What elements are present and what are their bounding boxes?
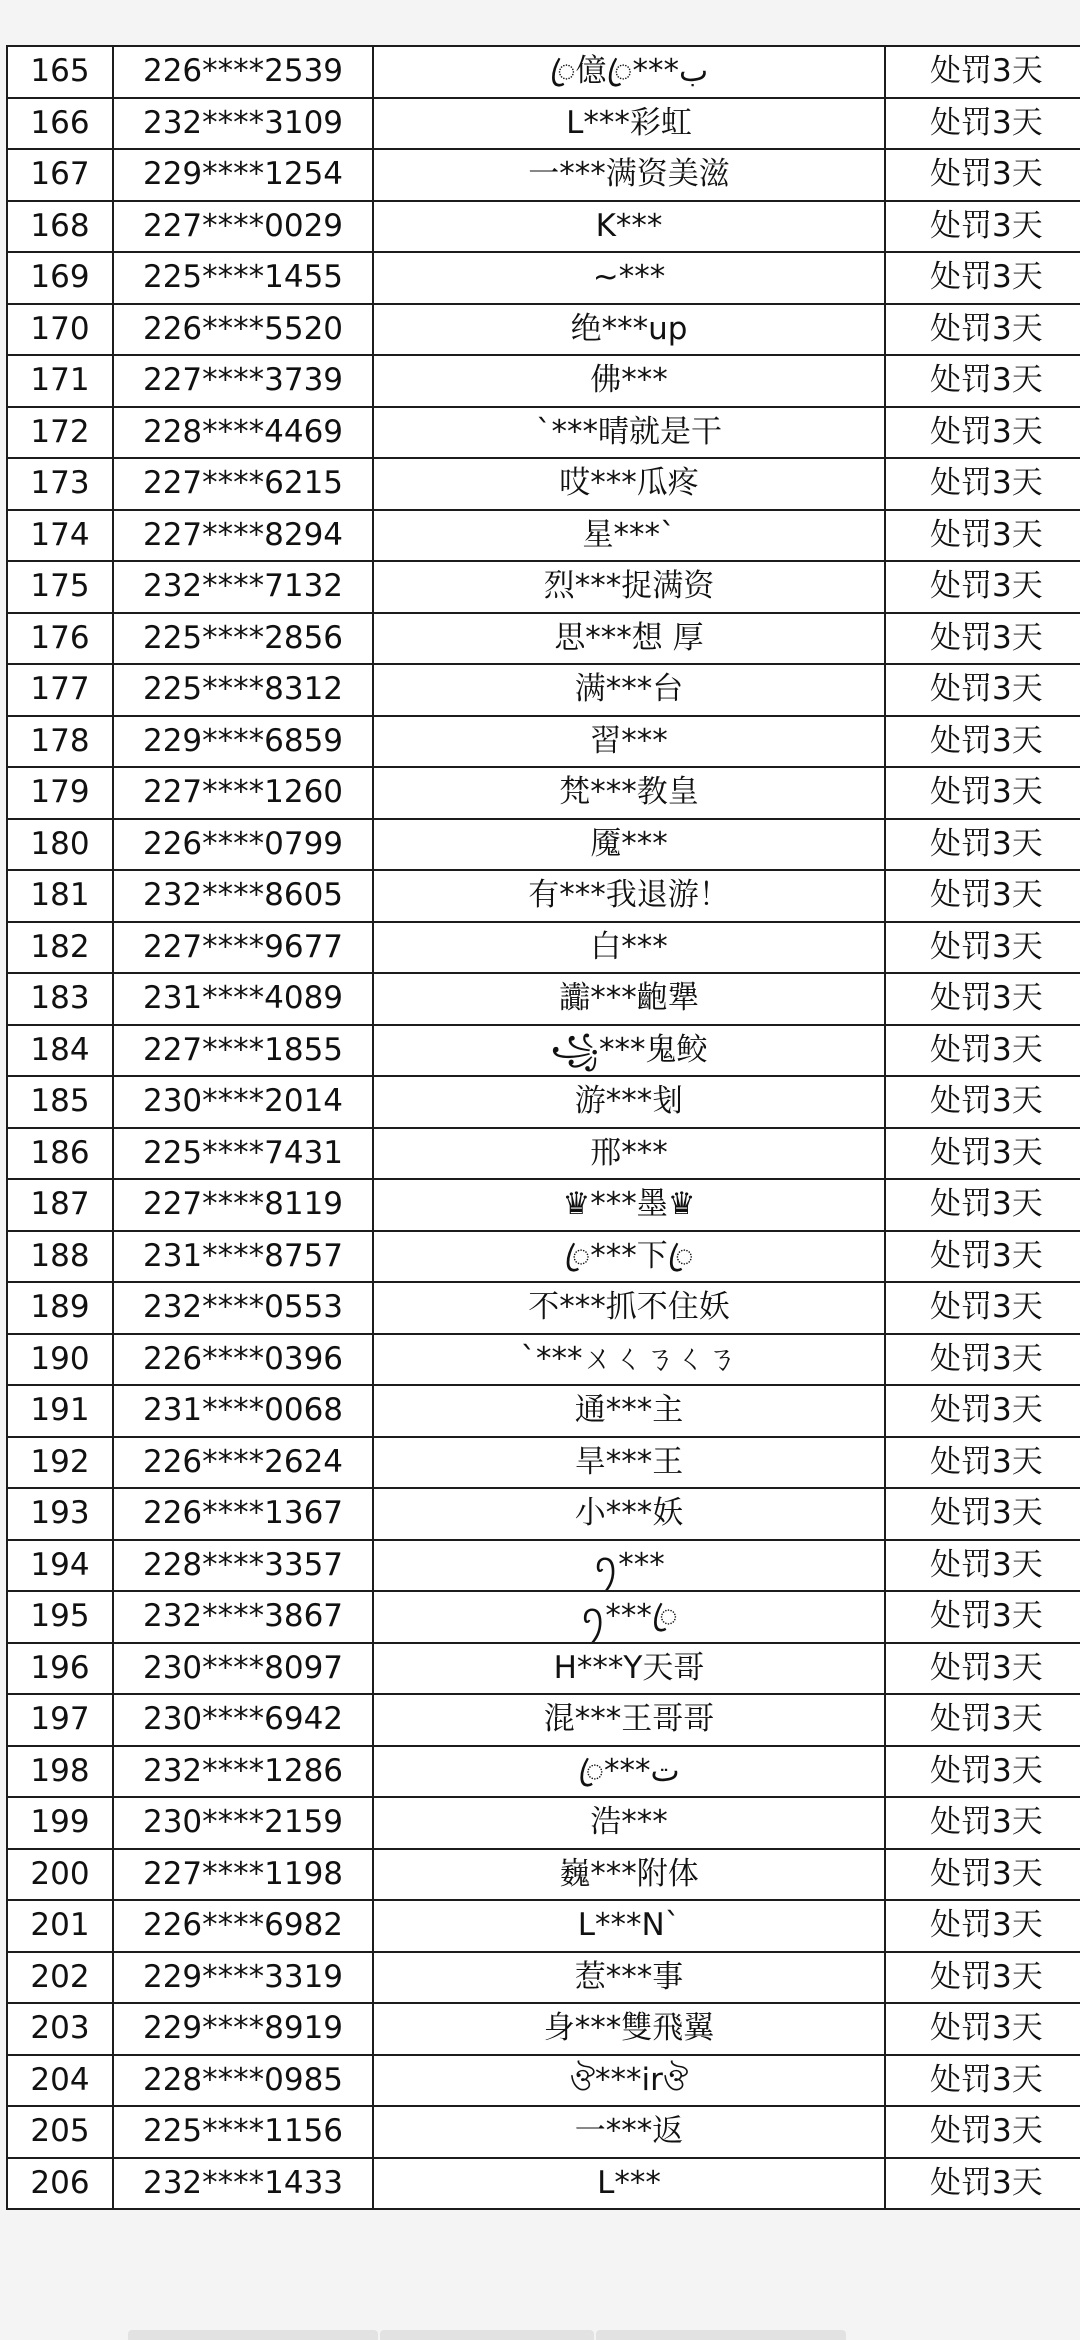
penalty-cell: 处罚3天 xyxy=(885,1231,1080,1283)
player-id-cell: 227****0029 xyxy=(113,201,373,253)
nickname-cell: 小***妖 xyxy=(373,1488,885,1540)
player-id-cell: 225****7431 xyxy=(113,1128,373,1180)
player-id-cell: 232****3867 xyxy=(113,1591,373,1643)
table-row xyxy=(7,613,1080,665)
row-index-cell: 181 xyxy=(7,870,113,922)
player-id-cell: 230****2159 xyxy=(113,1797,373,1849)
player-id-cell: 230****6942 xyxy=(113,1694,373,1746)
row-index-cell: 204 xyxy=(7,2055,113,2107)
table-row xyxy=(7,1076,1080,1128)
row-index-cell: 194 xyxy=(7,1540,113,1592)
player-id-cell: 226****6982 xyxy=(113,1900,373,1952)
row-index-cell: 187 xyxy=(7,1179,113,1231)
table-row xyxy=(7,664,1080,716)
player-id-cell: 226****1367 xyxy=(113,1488,373,1540)
nickname-cell: `***晴就是干 xyxy=(373,407,885,459)
row-index-cell: 188 xyxy=(7,1231,113,1283)
penalty-cell: 处罚3天 xyxy=(885,1385,1080,1437)
table-row xyxy=(7,2055,1080,2107)
table-row xyxy=(7,1231,1080,1283)
row-index-cell: 202 xyxy=(7,1952,113,2004)
row-index-cell: 172 xyxy=(7,407,113,459)
nickname-cell: 魇*** xyxy=(373,819,885,871)
player-id-cell: 229****6859 xyxy=(113,716,373,768)
row-index-cell: 200 xyxy=(7,1849,113,1901)
player-id-cell: 225****2856 xyxy=(113,613,373,665)
penalty-cell: 处罚3天 xyxy=(885,973,1080,1025)
player-id-cell: 231****4089 xyxy=(113,973,373,1025)
row-index-cell: 192 xyxy=(7,1437,113,1489)
penalty-table xyxy=(6,45,1080,2210)
penalty-cell: 处罚3天 xyxy=(885,1282,1080,1334)
table-row xyxy=(7,1540,1080,1592)
player-id-cell: 227****8294 xyxy=(113,510,373,562)
row-index-cell: 203 xyxy=(7,2003,113,2055)
player-id-cell: 227****1198 xyxy=(113,1849,373,1901)
penalty-cell: 处罚3天 xyxy=(885,767,1080,819)
player-id-cell: 232****3109 xyxy=(113,98,373,150)
table-row xyxy=(7,1797,1080,1849)
table-row xyxy=(7,973,1080,1025)
penalty-cell: 处罚3天 xyxy=(885,1076,1080,1128)
row-index-cell: 206 xyxy=(7,2158,113,2210)
nickname-cell: 習*** xyxy=(373,716,885,768)
penalty-cell: 处罚3天 xyxy=(885,304,1080,356)
nickname-cell: 巍***附体 xyxy=(373,1849,885,1901)
table-row xyxy=(7,458,1080,510)
player-id-cell: 229****3319 xyxy=(113,1952,373,2004)
player-id-cell: 228****0985 xyxy=(113,2055,373,2107)
nickname-cell: 梵***教皇 xyxy=(373,767,885,819)
penalty-cell: 处罚3天 xyxy=(885,98,1080,150)
penalty-cell: 处罚3天 xyxy=(885,458,1080,510)
nickname-cell: ঔ***irঔ xyxy=(373,2055,885,2107)
penalty-cell: 处罚3天 xyxy=(885,1849,1080,1901)
penalty-cell: 处罚3天 xyxy=(885,252,1080,304)
player-id-cell: 227****1855 xyxy=(113,1025,373,1077)
nickname-cell: L*** xyxy=(373,2158,885,2210)
nickname-cell: ꦿ***下ꦿ xyxy=(373,1231,885,1283)
penalty-cell: 处罚3天 xyxy=(885,819,1080,871)
row-index-cell: 176 xyxy=(7,613,113,665)
nickname-cell: 白*** xyxy=(373,922,885,974)
row-index-cell: 193 xyxy=(7,1488,113,1540)
table-row xyxy=(7,1334,1080,1386)
penalty-cell: 处罚3天 xyxy=(885,1952,1080,2004)
nickname-cell: K*** xyxy=(373,201,885,253)
penalty-cell: 处罚3天 xyxy=(885,1540,1080,1592)
row-index-cell: 189 xyxy=(7,1282,113,1334)
bottom-tab-strip xyxy=(128,2330,954,2340)
table-row xyxy=(7,819,1080,871)
penalty-cell: 处罚3天 xyxy=(885,2055,1080,2107)
row-index-cell: 183 xyxy=(7,973,113,1025)
nickname-cell: 身***雙飛翼 xyxy=(373,2003,885,2055)
player-id-cell: 227****6215 xyxy=(113,458,373,510)
player-id-cell: 225****1455 xyxy=(113,252,373,304)
penalty-cell: 处罚3天 xyxy=(885,922,1080,974)
nickname-cell: 不***抓不住妖 xyxy=(373,1282,885,1334)
player-id-cell: 227****1260 xyxy=(113,767,373,819)
row-index-cell: 185 xyxy=(7,1076,113,1128)
penalty-cell: 处罚3天 xyxy=(885,1746,1080,1798)
nickname-cell: 旱***王 xyxy=(373,1437,885,1489)
bottom-tab-segment xyxy=(128,2330,378,2340)
nickname-cell: ꪆ*** xyxy=(373,1540,885,1592)
player-id-cell: 232****8605 xyxy=(113,870,373,922)
player-id-cell: 227****9677 xyxy=(113,922,373,974)
table-row xyxy=(7,1952,1080,2004)
nickname-cell: L***N` xyxy=(373,1900,885,1952)
table-row xyxy=(7,98,1080,150)
table-row xyxy=(7,355,1080,407)
row-index-cell: 178 xyxy=(7,716,113,768)
player-id-cell: 225****1156 xyxy=(113,2106,373,2158)
penalty-cell: 处罚3天 xyxy=(885,561,1080,613)
player-id-cell: 228****4469 xyxy=(113,407,373,459)
player-id-cell: 227****8119 xyxy=(113,1179,373,1231)
table-row xyxy=(7,1025,1080,1077)
table-row xyxy=(7,46,1080,98)
penalty-cell: 处罚3天 xyxy=(885,149,1080,201)
player-id-cell: 228****3357 xyxy=(113,1540,373,1592)
player-id-cell: 232****1433 xyxy=(113,2158,373,2210)
bottom-tab-segment xyxy=(380,2330,594,2340)
table-row xyxy=(7,1128,1080,1180)
row-index-cell: 179 xyxy=(7,767,113,819)
row-index-cell: 186 xyxy=(7,1128,113,1180)
row-index-cell: 177 xyxy=(7,664,113,716)
penalty-cell: 处罚3天 xyxy=(885,407,1080,459)
player-id-cell: 232****7132 xyxy=(113,561,373,613)
nickname-cell: 一***返 xyxy=(373,2106,885,2158)
nickname-cell: ~*** xyxy=(373,252,885,304)
penalty-cell: 处罚3天 xyxy=(885,870,1080,922)
table-row xyxy=(7,407,1080,459)
table-row xyxy=(7,1179,1080,1231)
penalty-cell: 处罚3天 xyxy=(885,1900,1080,1952)
row-index-cell: 199 xyxy=(7,1797,113,1849)
table-row xyxy=(7,201,1080,253)
nickname-cell: ♛***墨♛ xyxy=(373,1179,885,1231)
nickname-cell: ꦿ億ꦿ***ب xyxy=(373,46,885,98)
row-index-cell: 182 xyxy=(7,922,113,974)
row-index-cell: 191 xyxy=(7,1385,113,1437)
row-index-cell: 190 xyxy=(7,1334,113,1386)
penalty-cell: 处罚3天 xyxy=(885,2106,1080,2158)
player-id-cell: 230****8097 xyxy=(113,1643,373,1695)
row-index-cell: 168 xyxy=(7,201,113,253)
nickname-cell: L***彩虹 xyxy=(373,98,885,150)
nickname-cell: 惹***事 xyxy=(373,1952,885,2004)
player-id-cell: 226****0799 xyxy=(113,819,373,871)
player-id-cell: 229****8919 xyxy=(113,2003,373,2055)
nickname-cell: 通***主 xyxy=(373,1385,885,1437)
penalty-cell: 处罚3天 xyxy=(885,716,1080,768)
table-row xyxy=(7,2158,1080,2210)
table-row xyxy=(7,1849,1080,1901)
penalty-cell: 处罚3天 xyxy=(885,1488,1080,1540)
penalty-cell: 处罚3天 xyxy=(885,1643,1080,1695)
row-index-cell: 196 xyxy=(7,1643,113,1695)
penalty-cell: 处罚3天 xyxy=(885,1437,1080,1489)
nickname-cell: 混***王哥哥 xyxy=(373,1694,885,1746)
table-row xyxy=(7,1437,1080,1489)
table-row xyxy=(7,561,1080,613)
nickname-cell: 思***想 厚 xyxy=(373,613,885,665)
player-id-cell: 230****2014 xyxy=(113,1076,373,1128)
row-index-cell: 184 xyxy=(7,1025,113,1077)
table-row xyxy=(7,1694,1080,1746)
row-index-cell: 166 xyxy=(7,98,113,150)
player-id-cell: 232****1286 xyxy=(113,1746,373,1798)
penalty-cell: 处罚3天 xyxy=(885,1797,1080,1849)
nickname-cell: ꦿ***ت xyxy=(373,1746,885,1798)
table-row xyxy=(7,252,1080,304)
nickname-cell: 烈***捉满资 xyxy=(373,561,885,613)
player-id-cell: 225****8312 xyxy=(113,664,373,716)
row-index-cell: 173 xyxy=(7,458,113,510)
player-id-cell: 232****0553 xyxy=(113,1282,373,1334)
row-index-cell: 171 xyxy=(7,355,113,407)
nickname-cell: 讟***齙犟 xyxy=(373,973,885,1025)
penalty-cell: 处罚3天 xyxy=(885,2003,1080,2055)
table-row xyxy=(7,510,1080,562)
penalty-cell: 处罚3天 xyxy=(885,1694,1080,1746)
table-row xyxy=(7,870,1080,922)
row-index-cell: 169 xyxy=(7,252,113,304)
table-row xyxy=(7,149,1080,201)
penalty-cell: 处罚3天 xyxy=(885,1025,1080,1077)
bottom-tab-segment xyxy=(596,2330,846,2340)
table-row xyxy=(7,716,1080,768)
player-id-cell: 231****8757 xyxy=(113,1231,373,1283)
penalty-cell: 处罚3天 xyxy=(885,2158,1080,2210)
nickname-cell: ꪆ***ꦿ xyxy=(373,1591,885,1643)
table-row xyxy=(7,1385,1080,1437)
row-index-cell: 205 xyxy=(7,2106,113,2158)
penalty-cell: 处罚3天 xyxy=(885,1179,1080,1231)
row-index-cell: 170 xyxy=(7,304,113,356)
table-row xyxy=(7,1746,1080,1798)
nickname-cell: 满***台 xyxy=(373,664,885,716)
table-row xyxy=(7,304,1080,356)
row-index-cell: 175 xyxy=(7,561,113,613)
nickname-cell: ˋ***ㄨㄑㄋㄑㄋ xyxy=(373,1334,885,1386)
nickname-cell: 星***` xyxy=(373,510,885,562)
nickname-cell: 邢*** xyxy=(373,1128,885,1180)
penalty-cell: 处罚3天 xyxy=(885,664,1080,716)
nickname-cell: ꧁***鬼鲛 xyxy=(373,1025,885,1077)
penalty-cell: 处罚3天 xyxy=(885,1591,1080,1643)
penalty-cell: 处罚3天 xyxy=(885,46,1080,98)
player-id-cell: 226****0396 xyxy=(113,1334,373,1386)
nickname-cell: H***Y天哥 xyxy=(373,1643,885,1695)
table-row xyxy=(7,1282,1080,1334)
table-row xyxy=(7,1900,1080,1952)
table-body xyxy=(7,46,1080,2209)
penalty-cell: 处罚3天 xyxy=(885,1334,1080,1386)
player-id-cell: 226****2624 xyxy=(113,1437,373,1489)
row-index-cell: 180 xyxy=(7,819,113,871)
penalty-cell: 处罚3天 xyxy=(885,613,1080,665)
row-index-cell: 201 xyxy=(7,1900,113,1952)
player-id-cell: 226****2539 xyxy=(113,46,373,98)
player-id-cell: 229****1254 xyxy=(113,149,373,201)
player-id-cell: 226****5520 xyxy=(113,304,373,356)
penalty-cell: 处罚3天 xyxy=(885,510,1080,562)
table-row xyxy=(7,1488,1080,1540)
nickname-cell: 佛*** xyxy=(373,355,885,407)
penalty-cell: 处罚3天 xyxy=(885,1128,1080,1180)
player-id-cell: 231****0068 xyxy=(113,1385,373,1437)
table-row xyxy=(7,1643,1080,1695)
row-index-cell: 197 xyxy=(7,1694,113,1746)
table-row xyxy=(7,2003,1080,2055)
penalty-cell: 处罚3天 xyxy=(885,201,1080,253)
player-id-cell: 227****3739 xyxy=(113,355,373,407)
row-index-cell: 174 xyxy=(7,510,113,562)
nickname-cell: 游***刬 xyxy=(373,1076,885,1128)
nickname-cell: 一***满资美滋 xyxy=(373,149,885,201)
nickname-cell: 哎***瓜疼 xyxy=(373,458,885,510)
nickname-cell: 有***我退游！ xyxy=(373,870,885,922)
nickname-cell: 绝***up xyxy=(373,304,885,356)
row-index-cell: 198 xyxy=(7,1746,113,1798)
table-row xyxy=(7,2106,1080,2158)
table-row xyxy=(7,767,1080,819)
table-row xyxy=(7,1591,1080,1643)
nickname-cell: 浩*** xyxy=(373,1797,885,1849)
table-row xyxy=(7,922,1080,974)
row-index-cell: 167 xyxy=(7,149,113,201)
row-index-cell: 165 xyxy=(7,46,113,98)
row-index-cell: 195 xyxy=(7,1591,113,1643)
penalty-cell: 处罚3天 xyxy=(885,355,1080,407)
